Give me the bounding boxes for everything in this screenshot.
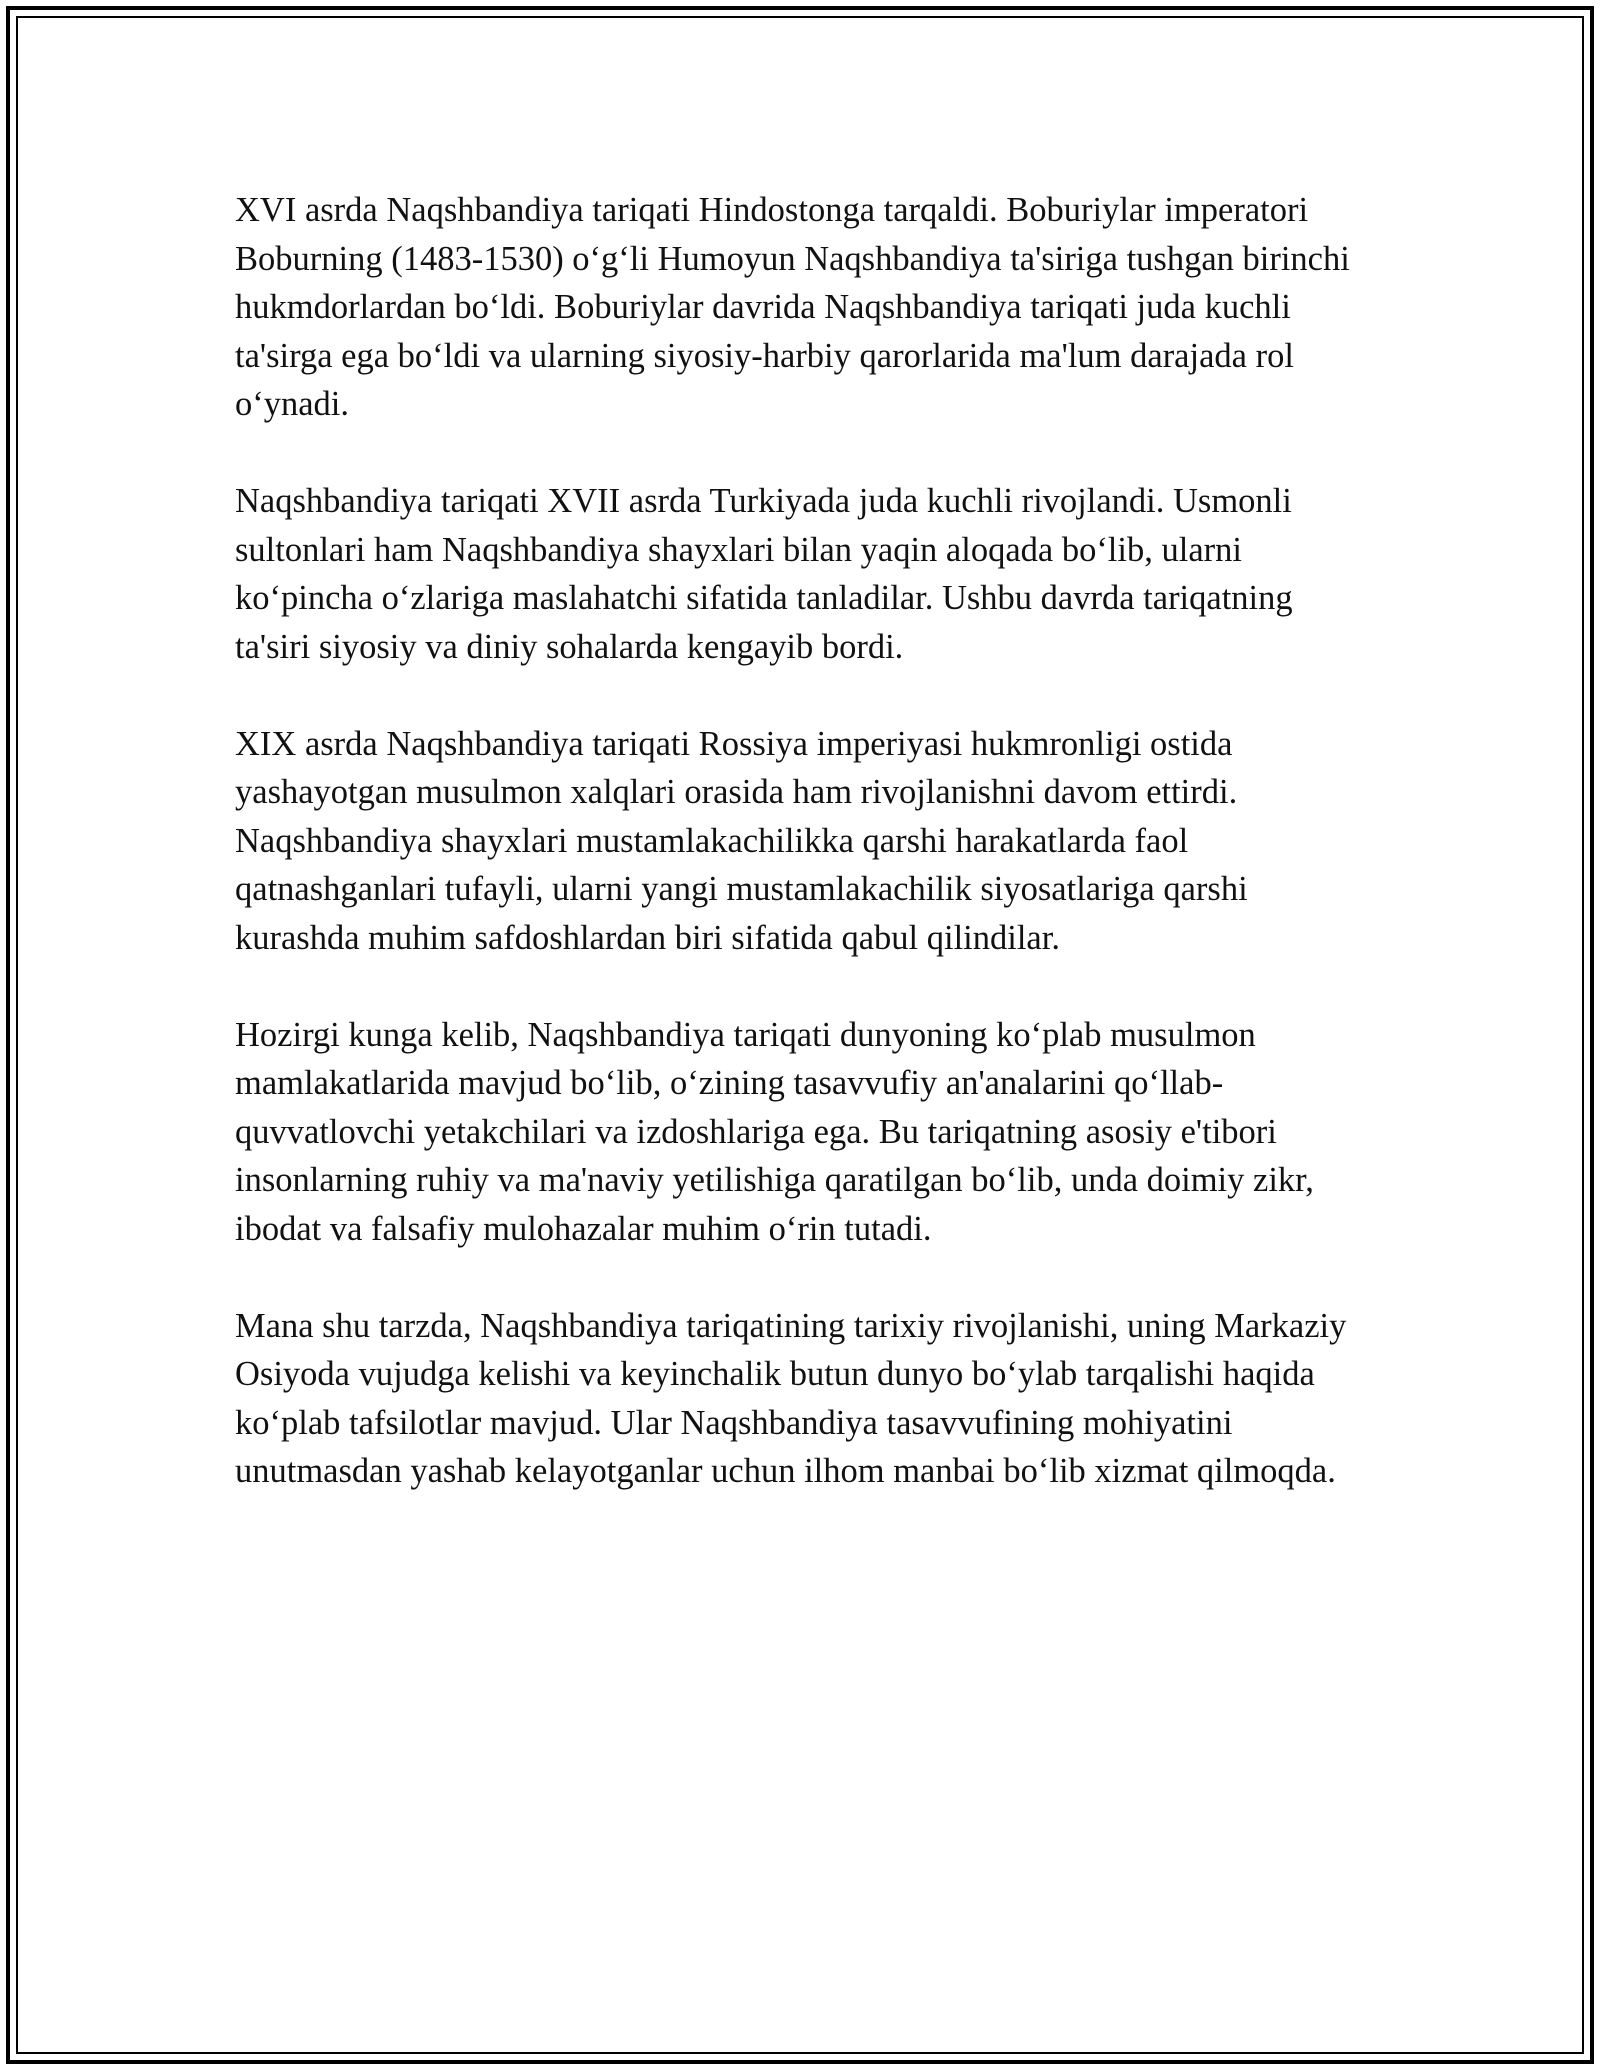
document-body (235, 186, 1375, 1544)
paragraph-2: Naqshbandiya tariqati XVII asrda Turkiyada juda kuchli rivojlandi. Usmonli sultonlari ham Naqshbandiya shayxlari bilan yaqin aloqada bo‘lib, ularni ko‘pincha o‘zlariga maslahatchi sifatida tanladilar. Ushbu davrda tariqatning ta'siri siyosiy va diniy sohalarda kengayib bordi. (235, 482, 1293, 666)
paragraph-5: Mana shu tarzda, Naqshbandiya tariqatining tarixiy rivojlanishi, uning Markaziy Osiyoda vujudga kelishi va keyinchalik butun dunyo bo‘ylab tarqalishi haqida ko‘plab tafsilotlar mavjud. Ular Naqshbandiya tasavvufining mohiyatini unutmasdan yashab kelayotganlar uchun ilhom manbai bo‘lib xizmat qilmoqda. (235, 1306, 1347, 1490)
paragraph-1: XVI asrda Naqshbandiya tariqati Hindostonga tarqaldi. Boburiylar imperatori Boburning (1483-1530) o‘g‘li Humoyun Naqshbandiya ta'siriga tushgan birinchi hukmdorlardan bo‘ldi. Boburiylar davrida Naqshbandiya tariqati juda kuchli ta'sirga ega bo‘ldi va ularning siyosiy-harbiy qarorlarida ma'lum darajada rol o‘ynadi. (235, 191, 1350, 423)
paragraph-4: Hozirgi kunga kelib, Naqshbandiya tariqati dunyoning ko‘plab musulmon mamlakatlarida mavjud bo‘lib, o‘zining tasavvufiy an'analarini qo‘llab-quvvatlovchi yetakchilari va izdoshlariga ega. Bu tariqatning asosiy e'tibori insonlarning ruhiy va ma'naviy yetilishiga qaratilgan bo‘lib, unda doimiy zikr, ibodat va falsafiy mulohazalar muhim o‘rin tutadi. (235, 1015, 1314, 1248)
paragraph-3: XIX asrda Naqshbandiya tariqati Rossiya imperiyasi hukmronligi ostida yashayotgan musulmon xalqlari orasida ham rivojlanishni davom ettirdi. Naqshbandiya shayxlari mustamlakachilikka qarshi harakatlarda faol qatnashganlari tufayli, ularni yangi mustamlakachilik siyosatlariga qarshi kurashda muhim safdoshlardan biri sifatida qabul qilindilar. (235, 724, 1248, 957)
